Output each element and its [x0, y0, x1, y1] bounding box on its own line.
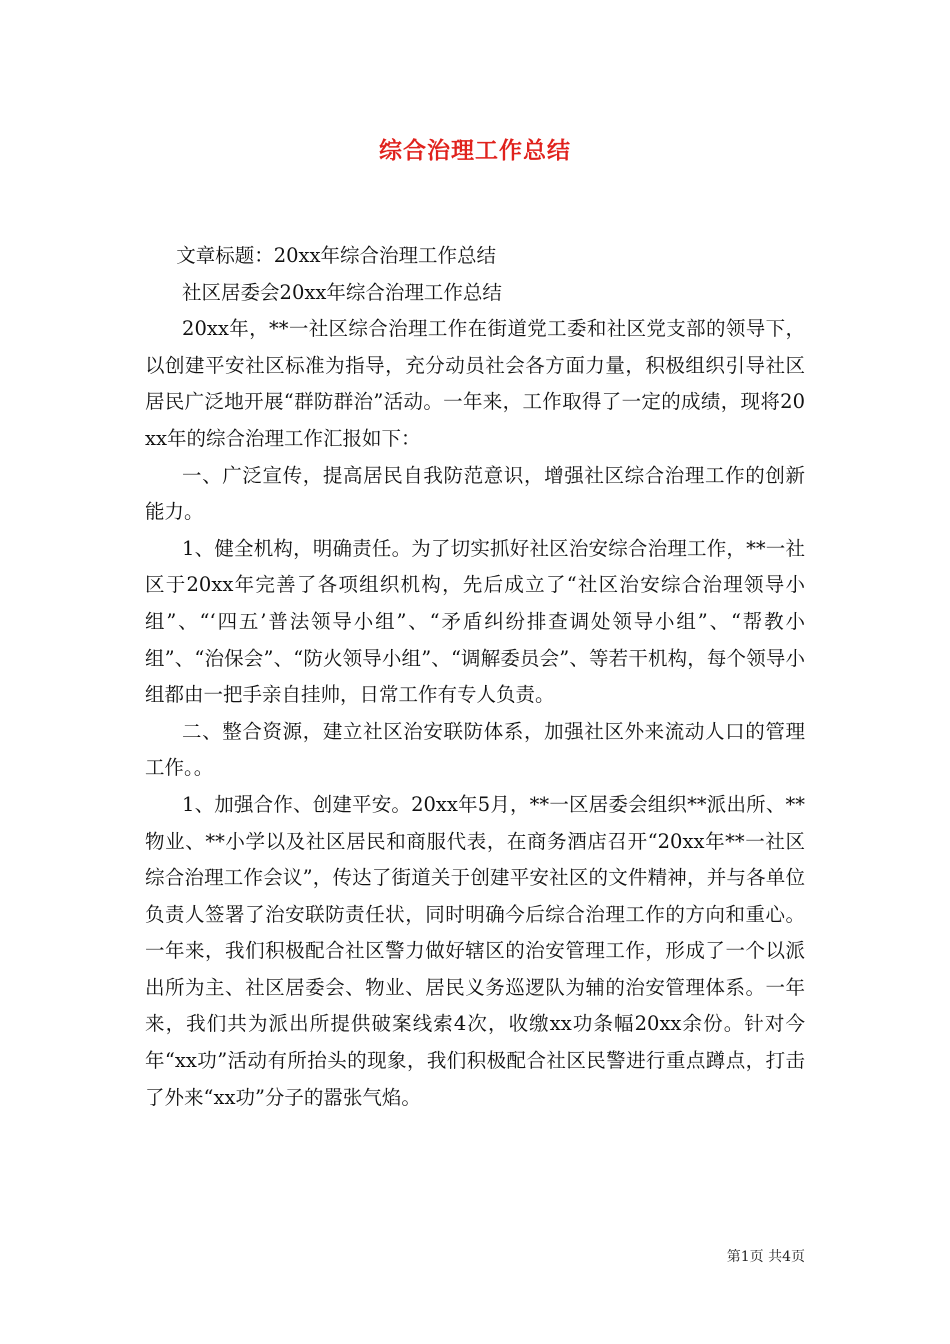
section-2-item-1: 1、加强合作、创建平安。20xx年5月，**一区居委会组织**派出所、**物业、**小学以及社区居民和商服代表，在商务酒店召开“20xx年**一社区综合治理工作会议”，传达了街道关于创建平安社区的文件精神，并与各单位负责人签署了治安联防责任状，同时明确今后综合治理工作的方向和重心。一年来，我们积极配合社区警力做好辖区的治安管理工作，形成了一个以派出所为主、社区居委会、物业、居民义务巡逻队为辅的治安管理体系。一年来，我们共为派出所提供破案线索4次，收缴xx功条幅20xx余份。针对今年“xx功”活动有所抬头的现象，我们积极配合社区民警进行重点蹲点，打击了外来“xx功”分子的嚣张气焰。 — [145, 792, 805, 1109]
subtitle-line: 社区居委会20xx年综合治理工作总结 — [182, 280, 502, 304]
section-heading-2: 二、整合资源，建立社区治安联防体系，加强社区外来流动人口的管理工作。。 — [145, 719, 805, 780]
document-body — [145, 238, 805, 1116]
page-number: 第1页 共4页 — [726, 1249, 805, 1265]
section-heading-1: 一、广泛宣传，提高居民自我防范意识，增强社区综合治理工作的创新能力。 — [145, 463, 805, 524]
section-1-item-1: 1、健全机构，明确责任。为了切实抓好社区治安综合治理工作，**一社区于20xx年完善了各项组织机构，先后成立了“社区治安综合治理领导小组”、“‘四五’普法领导小组”、“矛盾纠纷排查调处领导小组”、“帮教小组”、“治保会”、“防火领导小组”、“调解委员会”、等若干机构，每个领导小组都由一把手亲自挂帅，日常工作有专人负责。 — [145, 536, 805, 707]
intro-paragraph: 20xx年，**一社区综合治理工作在街道党工委和社区党支部的领导下，以创建平安社区标准为指导，充分动员社会各方面力量，积极组织引导社区居民广泛地开展“群防群治”活动。一年来，工作取得了一定的成绩，现将20xx年的综合治理工作汇报如下： — [145, 317, 805, 450]
article-title-line: 文章标题：20xx年综合治理工作总结 — [176, 244, 496, 267]
document-title: 综合治理工作总结 — [379, 137, 571, 164]
